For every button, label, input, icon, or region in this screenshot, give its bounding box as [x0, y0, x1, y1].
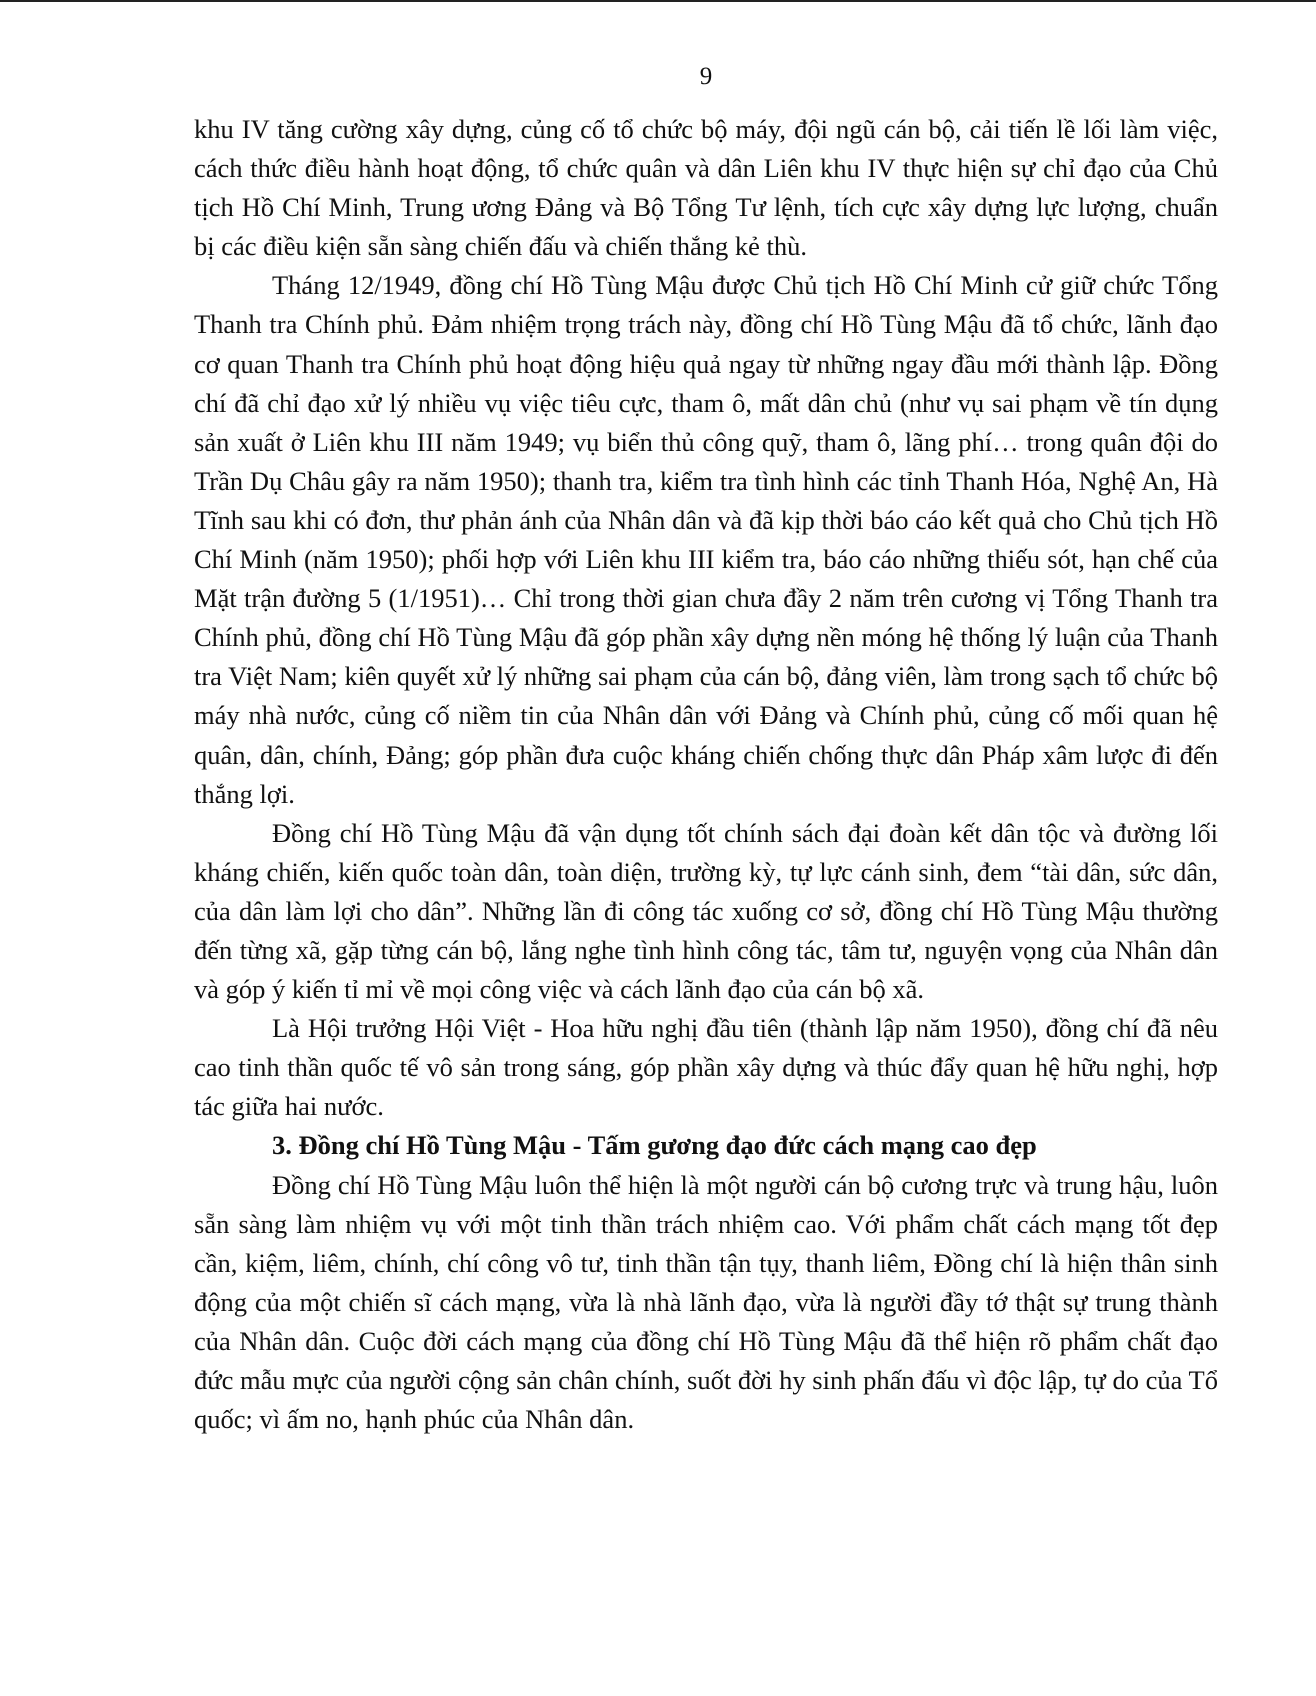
paragraph-inspector-general: Tháng 12/1949, đồng chí Hồ Tùng Mậu được Chủ tịch Hồ Chí Minh cử giữ chức Tổng Thanh tra Chính phủ. Đảm nhiệm trọng trách này, đồng chí Hồ Tùng Mậu đã tổ chức, lãnh đạo cơ quan Thanh tra Chính phủ hoạt động hiệu quả ngay từ những ngay đầu mới thành lập. Đồng chí đã chỉ đạo xử lý nhiều vụ việc tiêu cực, tham ô, mất dân chủ (như vụ sai phạm về tín dụng sản xuất ở Liên khu III năm 1949; vụ biển thủ công quỹ, tham ô, lãng phí… trong quân đội do Trần Dụ Châu gây ra năm 1950); thanh tra, kiểm tra tình hình các tỉnh Thanh Hóa, Nghệ An, Hà Tĩnh sau khi có đơn, thư phản ánh của Nhân dân và đã kịp thời báo cáo kết quả cho Chủ tịch Hồ Chí Minh (năm 1950); phối hợp với Liên khu III kiểm tra, báo cáo những thiếu sót, hạn chế của Mặt trận đường 5 (1/1951)… Chỉ trong thời gian chưa đầy 2 năm trên cương vị Tổng Thanh tra Chính phủ, đồng chí Hồ Tùng Mậu đã góp phần xây dựng nền móng hệ thống lý luận của Thanh tra Việt Nam; kiên quyết xử lý những sai phạm của cán bộ, đảng viên, làm trong sạch tổ chức bộ máy nhà nước, củng cố niềm tin của Nhân dân với Đảng và Chính phủ, củng cố mối quan hệ quân, dân, chính, Đảng; góp phần đưa cuộc kháng chiến chống thực dân Pháp xâm lược đi đến thắng lợi. — [194, 270, 1218, 809]
section-heading: 3. Đồng chí Hồ Tùng Mậu - Tấm gương đạo đức cách mạng cao đẹp — [272, 1130, 1037, 1161]
document-page — [194, 58, 1218, 1439]
paragraph-vietnam-china-friendship: Là Hội trưởng Hội Việt - Hoa hữu nghị đầu tiên (thành lập năm 1950), đồng chí đã nêu cao tinh thần quốc tế vô sản trong sáng, góp phần xây dựng và thúc đẩy quan hệ hữu nghị, hợp tác giữa hai nước. — [194, 1013, 1218, 1122]
paragraph-moral-example: Đồng chí Hồ Tùng Mậu luôn thể hiện là một người cán bộ cương trực và trung hậu, luôn sẵn sàng làm nhiệm vụ với một tinh thần trách nhiệm cao. Với phẩm chất cách mạng tốt đẹp cần, kiệm, liêm, chính, chí công vô tư, tinh thần tận tụy, thanh liêm, Đồng chí là hiện thân sinh động của một chiến sĩ cách mạng, vừa là nhà lãnh đạo, vừa là người đầy tớ thật sự trung thành của Nhân dân. Cuộc đời cách mạng của đồng chí Hồ Tùng Mậu đã thể hiện rõ phẩm chất đạo đức mẫu mực của người cộng sản chân chính, suốt đời hy sinh phấn đấu vì độc lập, tự do của Tổ quốc; vì ấm no, hạnh phúc của Nhân dân. — [194, 1169, 1218, 1435]
paragraph-continued: khu IV tăng cường xây dựng, củng cố tổ chức bộ máy, đội ngũ cán bộ, cải tiến lề lối làm việc, cách thức điều hành hoạt động, tổ chức quân và dân Liên khu IV thực hiện sự chỉ đạo của Chủ tịch Hồ Chí Minh, Trung ương Đảng và Bộ Tổng Tư lệnh, tích cực xây dựng lực lượng, chuẩn bị các điều kiện sẵn sàng chiến đấu và chiến thắng kẻ thù. — [194, 114, 1218, 262]
page-number: 9 — [699, 63, 713, 90]
top-border-line — [0, 0, 1316, 2]
paragraph-national-unity: Đồng chí Hồ Tùng Mậu đã vận dụng tốt chính sách đại đoàn kết dân tộc và đường lối kháng chiến, kiến quốc toàn dân, toàn diện, trường kỳ, tự lực cánh sinh, đem “tài dân, sức dân, của dân làm lợi cho dân”. Những lần đi công tác xuống cơ sở, đồng chí Hồ Tùng Mậu thường đến từng xã, gặp từng cán bộ, lắng nghe tình hình công tác, tâm tư, nguyện vọng của Nhân dân và góp ý kiến tỉ mỉ về mọi công việc và cách lãnh đạo của cán bộ xã. — [194, 817, 1218, 1005]
